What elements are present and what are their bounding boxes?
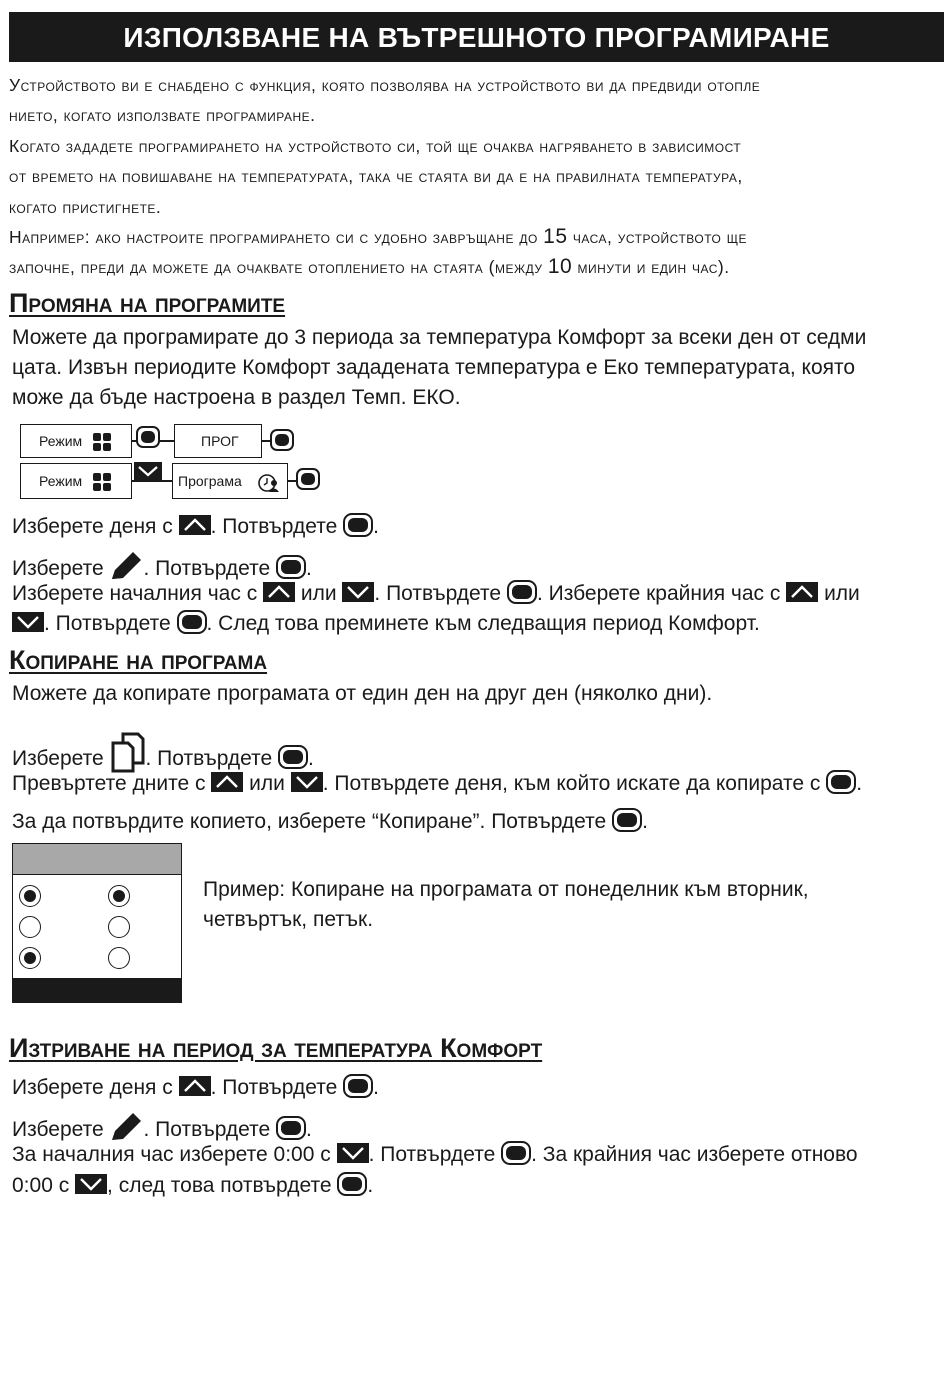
- up-arrow-icon: [263, 582, 295, 602]
- text: . Потвърдете: [145, 747, 279, 770]
- text: . Потвърдете: [368, 1143, 502, 1166]
- section1-step-4: [12, 609, 760, 639]
- prog-box: [174, 424, 262, 458]
- mode-box-1: [20, 424, 132, 458]
- section-heading-delete-comfort-period: Изтриване на период за температура Комфорт: [9, 1033, 543, 1063]
- ok-button-icon: [337, 1172, 367, 1196]
- text: . Потвърдете: [143, 557, 277, 580]
- mode-box-2: [20, 463, 132, 499]
- text: Изберете началния час с: [12, 582, 264, 605]
- text: .: [856, 772, 863, 795]
- text: .: [308, 747, 314, 770]
- text: За да потвърдите копието, изберете “Копиране”. Потвърдете: [12, 810, 613, 833]
- copy-example-caption: [203, 875, 809, 935]
- text: . За крайния час изберете отново: [531, 1143, 858, 1166]
- copy-days-screen: [12, 843, 182, 1003]
- text: минути и един час).: [572, 257, 730, 277]
- ok-button-icon: [612, 808, 642, 832]
- section3-step-4: [12, 1171, 373, 1201]
- text: .: [373, 1076, 379, 1099]
- text: Изберете: [12, 557, 110, 580]
- text: часа, устройството ще: [567, 227, 747, 247]
- ok-button-icon: [343, 1074, 373, 1098]
- text: За началния час изберете 0:00 с: [12, 1143, 337, 1166]
- ok-button-icon: [177, 610, 207, 634]
- text: . Потвърдете: [210, 515, 344, 538]
- grid-icon: [93, 473, 111, 491]
- connector-line: [132, 480, 172, 482]
- text: .: [306, 557, 312, 580]
- prog-label: ПРОГ: [201, 433, 239, 449]
- section-heading-copy-program: Копиране на програма: [9, 645, 268, 675]
- text: Изберете: [12, 1118, 110, 1141]
- section3-step-1: [12, 1073, 379, 1103]
- ok-button-icon: [826, 770, 856, 794]
- ok-button-icon: [296, 468, 320, 490]
- day-radio[interactable]: [108, 947, 130, 969]
- copy-icon: [110, 731, 146, 773]
- screen-header-bar: [13, 844, 181, 875]
- text: Превъртете дните с: [12, 772, 212, 795]
- section2-step-2: [12, 769, 862, 799]
- text: . Изберете крайния час с: [536, 582, 787, 605]
- text: .: [367, 1174, 374, 1197]
- ok-button-icon: [278, 745, 308, 769]
- day-radio[interactable]: [108, 916, 130, 938]
- intro-line-3: Когато зададете програмирането на устройството си, той ще очаква нагряването в зависимост: [9, 136, 742, 156]
- text: 10: [547, 255, 573, 278]
- programa-box: [172, 463, 288, 499]
- text: започне, преди да можете да очаквате отоплението на стаята (между: [9, 257, 548, 277]
- text: Изберете деня с: [12, 1076, 179, 1099]
- text: 0:00 с: [12, 1174, 76, 1197]
- text: Изберете: [12, 747, 110, 770]
- intro-line-4: от времето на повишаване на температурата, така че стаята ви да е на правилната температура,: [9, 166, 743, 186]
- up-arrow-icon: [179, 1076, 211, 1096]
- ok-button-icon: [501, 1141, 531, 1165]
- up-arrow-icon: [179, 515, 211, 535]
- text: или: [243, 772, 291, 795]
- down-arrow-icon: [134, 462, 162, 480]
- programa-label: Програма: [178, 473, 242, 489]
- intro-line-6: [9, 222, 944, 252]
- text: .: [642, 810, 648, 833]
- ok-button-icon: [507, 580, 537, 604]
- section1-step-1: [12, 512, 379, 542]
- down-arrow-icon: [12, 612, 44, 632]
- section1-paragraph-line-2: цата. Извън периодите Комфорт зададената температура е Еко температурата, която: [12, 356, 856, 379]
- pencil-icon: [110, 549, 144, 581]
- text: . Потвърдете: [210, 1076, 344, 1099]
- ok-button-icon: [136, 426, 160, 448]
- section1-paragraph-line-3: може да бъде настроена в раздел Темп. ЕКО.: [12, 386, 461, 409]
- ok-button-icon: [270, 429, 294, 451]
- text: . След това преминете към следващия период Комфорт.: [206, 612, 760, 635]
- mode-label: Режим: [39, 473, 83, 489]
- text: Изберете деня с: [12, 515, 179, 538]
- ok-button-icon: [276, 1116, 306, 1140]
- section2-paragraph: Можете да копирате програмата от един ден на друг ден (няколко дни).: [12, 682, 713, 705]
- text: Например: ако настроите програмирането си с удобно завръщане до: [9, 227, 544, 247]
- down-arrow-icon: [75, 1174, 107, 1194]
- text: 15: [543, 225, 568, 248]
- text: . Потвърдете: [143, 1118, 277, 1141]
- text: .: [306, 1118, 312, 1141]
- grid-icon: [93, 433, 111, 451]
- down-arrow-icon: [291, 772, 323, 792]
- intro-line-2: нието, когато използвате програмиране.: [9, 105, 316, 125]
- text: .: [373, 515, 379, 538]
- intro-line-1: Устройството ви е снабдено с функция, която позволява на устройството ви да предвиди отопле: [9, 75, 761, 95]
- text: , след това потвърдете: [107, 1174, 338, 1197]
- ok-button-icon: [343, 513, 373, 537]
- mode-label: Режим: [39, 433, 83, 449]
- example-line-1: Пример: Копиране на програмата от понеделник към вторник,: [203, 878, 809, 901]
- intro-line-7: [9, 252, 944, 282]
- text: . Потвърдете деня, към който искате да копирате с: [322, 772, 827, 795]
- day-radio[interactable]: [19, 947, 41, 969]
- text: или: [818, 582, 860, 605]
- up-arrow-icon: [786, 582, 818, 602]
- clock-person-icon: [257, 472, 281, 492]
- intro-line-5: когато пристигнете.: [9, 197, 162, 217]
- section2-step-3: [12, 807, 648, 837]
- section1-step-3: [12, 579, 860, 609]
- text: . Потвърдете: [374, 582, 507, 605]
- up-arrow-icon: [211, 772, 243, 792]
- pencil-icon: [110, 1110, 144, 1142]
- ok-button-icon: [276, 555, 306, 579]
- day-radio[interactable]: [19, 916, 41, 938]
- example-line-2: четвъртък, петък.: [203, 908, 374, 931]
- section1-paragraph-line-1: Можете да програмирате до 3 периода за температура Комфорт за всеки ден от седми: [12, 326, 867, 349]
- page-title: ИЗПОЛЗВАНЕ НА ВЪТРЕШНОТО ПРОГРАМИРАНЕ: [9, 12, 944, 62]
- down-arrow-icon: [337, 1143, 369, 1163]
- section-heading-change-programs: Промяна на програмите: [9, 288, 286, 318]
- down-arrow-icon: [342, 582, 374, 602]
- text: . Потвърдете: [44, 612, 177, 635]
- text: или: [295, 582, 343, 605]
- section2-step-1: [12, 731, 314, 774]
- day-radio[interactable]: [19, 885, 41, 907]
- day-radio[interactable]: [108, 885, 130, 907]
- screen-footer-bar: [13, 978, 181, 1002]
- section3-step-3: [12, 1140, 858, 1170]
